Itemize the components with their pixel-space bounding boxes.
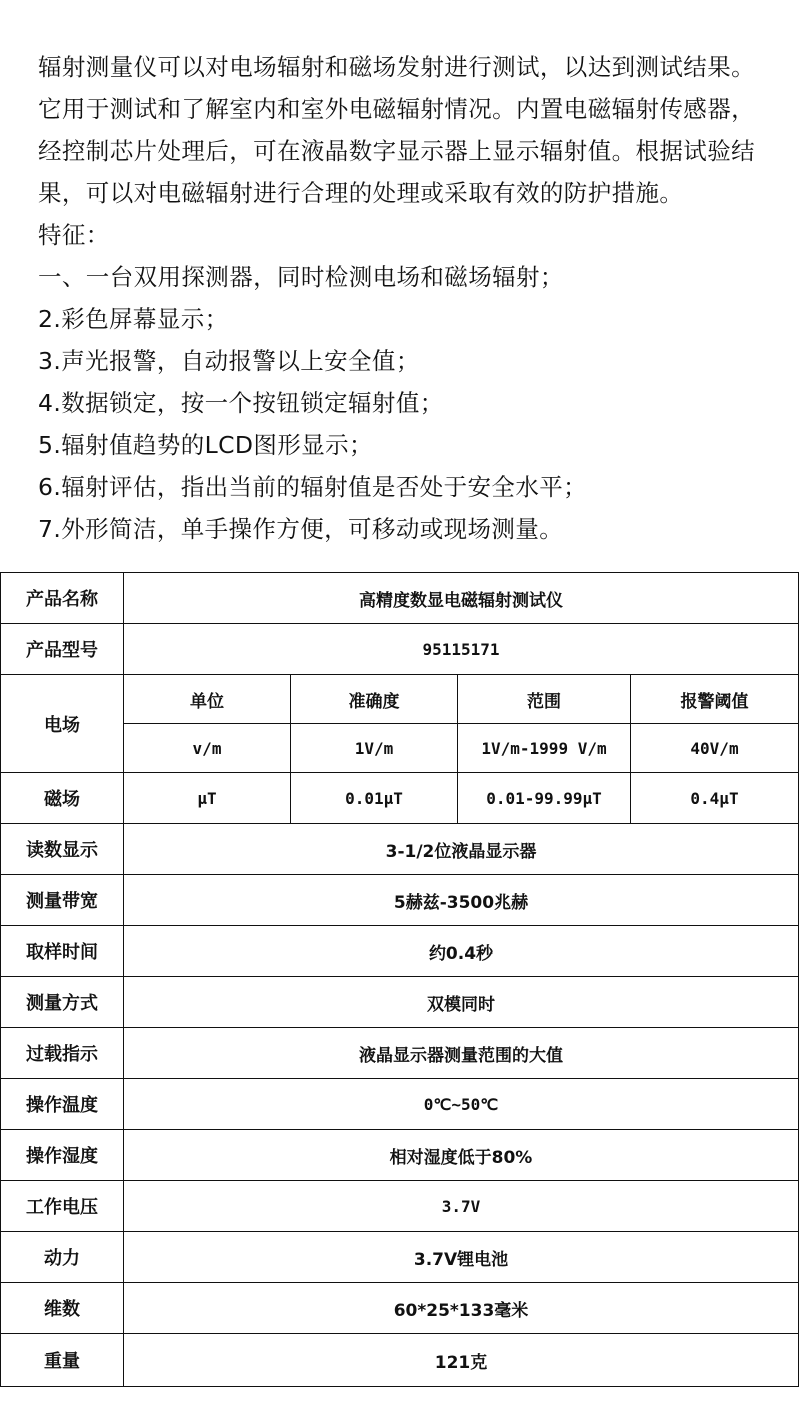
column-header: 范围 <box>458 675 631 724</box>
spec-label: 测量方式 <box>1 977 124 1028</box>
table-row <box>1 1079 799 1130</box>
spec-label: 产品名称 <box>1 573 124 624</box>
spec-value: 60*25*133毫米 <box>124 1283 799 1334</box>
spec-value: 5赫兹-3500兆赫 <box>124 875 799 926</box>
spec-value: 95115171 <box>124 624 799 675</box>
spec-value: 3-1/2位液晶显示器 <box>124 824 799 875</box>
table-row <box>1 773 799 824</box>
spec-value: 相对湿度低于80% <box>124 1130 799 1181</box>
feature-item: 5.辐射值趋势的LCD图形显示； <box>38 431 373 459</box>
spec-value: 高精度数显电磁辐射测试仪 <box>124 573 799 624</box>
spec-value: 0.4μT <box>631 773 799 824</box>
spec-value: 双模同时 <box>124 977 799 1028</box>
spec-label: 取样时间 <box>1 926 124 977</box>
column-header: 报警阈值 <box>631 675 799 724</box>
table-row <box>1 624 799 675</box>
column-header: 单位 <box>124 675 291 724</box>
spec-value: 1V/m <box>291 724 458 773</box>
table-row <box>1 875 799 926</box>
spec-value: 3.7V锂电池 <box>124 1232 799 1283</box>
spec-value: 121克 <box>124 1334 799 1387</box>
table-row <box>1 675 799 724</box>
description-line: 经控制芯片处理后，可在液晶数字显示器上显示辐射值。根据试验结 <box>38 137 755 165</box>
spec-value: 40V/m <box>631 724 799 773</box>
spec-value: 0℃~50℃ <box>124 1079 799 1130</box>
spec-value: 0.01μT <box>291 773 458 824</box>
spec-label: 重量 <box>1 1334 124 1387</box>
spec-label: 操作温度 <box>1 1079 124 1130</box>
feature-item: 3.声光报警，自动报警以上安全值； <box>38 347 420 375</box>
spec-value: 液晶显示器测量范围的大值 <box>124 1028 799 1079</box>
table-row <box>1 824 799 875</box>
feature-item: 6.辐射评估，指出当前的辐射值是否处于安全水平； <box>38 473 588 501</box>
spec-label: 动力 <box>1 1232 124 1283</box>
features-heading: 特征： <box>38 221 110 249</box>
spec-value: μT <box>124 773 291 824</box>
spec-value: 约0.4秒 <box>124 926 799 977</box>
description-line: 果，可以对电磁辐射进行合理的处理或采取有效的防护措施。 <box>38 179 684 207</box>
spec-label: 电场 <box>1 675 124 773</box>
spec-label: 测量带宽 <box>1 875 124 926</box>
description-line: 辐射测量仪可以对电场辐射和磁场发射进行测试，以达到测试结果。 <box>38 53 755 81</box>
table-row <box>1 573 799 624</box>
spec-label: 磁场 <box>1 773 124 824</box>
table-row <box>1 1028 799 1079</box>
spec-label: 产品型号 <box>1 624 124 675</box>
column-header: 准确度 <box>291 675 458 724</box>
table-row <box>1 1181 799 1232</box>
feature-item: 2.彩色屏幕显示； <box>38 305 229 333</box>
table-row <box>1 1283 799 1334</box>
spec-label: 工作电压 <box>1 1181 124 1232</box>
spec-value: v/m <box>124 724 291 773</box>
spec-value: 1V/m-1999 V/m <box>458 724 631 773</box>
feature-item: 7.外形简洁，单手操作方便，可移动或现场测量。 <box>38 515 564 543</box>
spec-table <box>0 572 799 1387</box>
spec-label: 过载指示 <box>1 1028 124 1079</box>
feature-item: 4.数据锁定，按一个按钮锁定辐射值； <box>38 389 444 417</box>
spec-label: 读数显示 <box>1 824 124 875</box>
table-row <box>1 1232 799 1283</box>
spec-value: 0.01-99.99μT <box>458 773 631 824</box>
spec-value: 3.7V <box>124 1181 799 1232</box>
table-row <box>1 977 799 1028</box>
product-description <box>38 46 788 550</box>
table-row <box>1 926 799 977</box>
table-row <box>1 1130 799 1181</box>
spec-label: 维数 <box>1 1283 124 1334</box>
spec-label: 操作湿度 <box>1 1130 124 1181</box>
description-line: 它用于测试和了解室内和室外电磁辐射情况。内置电磁辐射传感器， <box>38 95 755 123</box>
feature-item: 一、一台双用探测器，同时检测电场和磁场辐射； <box>38 263 564 291</box>
table-row <box>1 1334 799 1387</box>
